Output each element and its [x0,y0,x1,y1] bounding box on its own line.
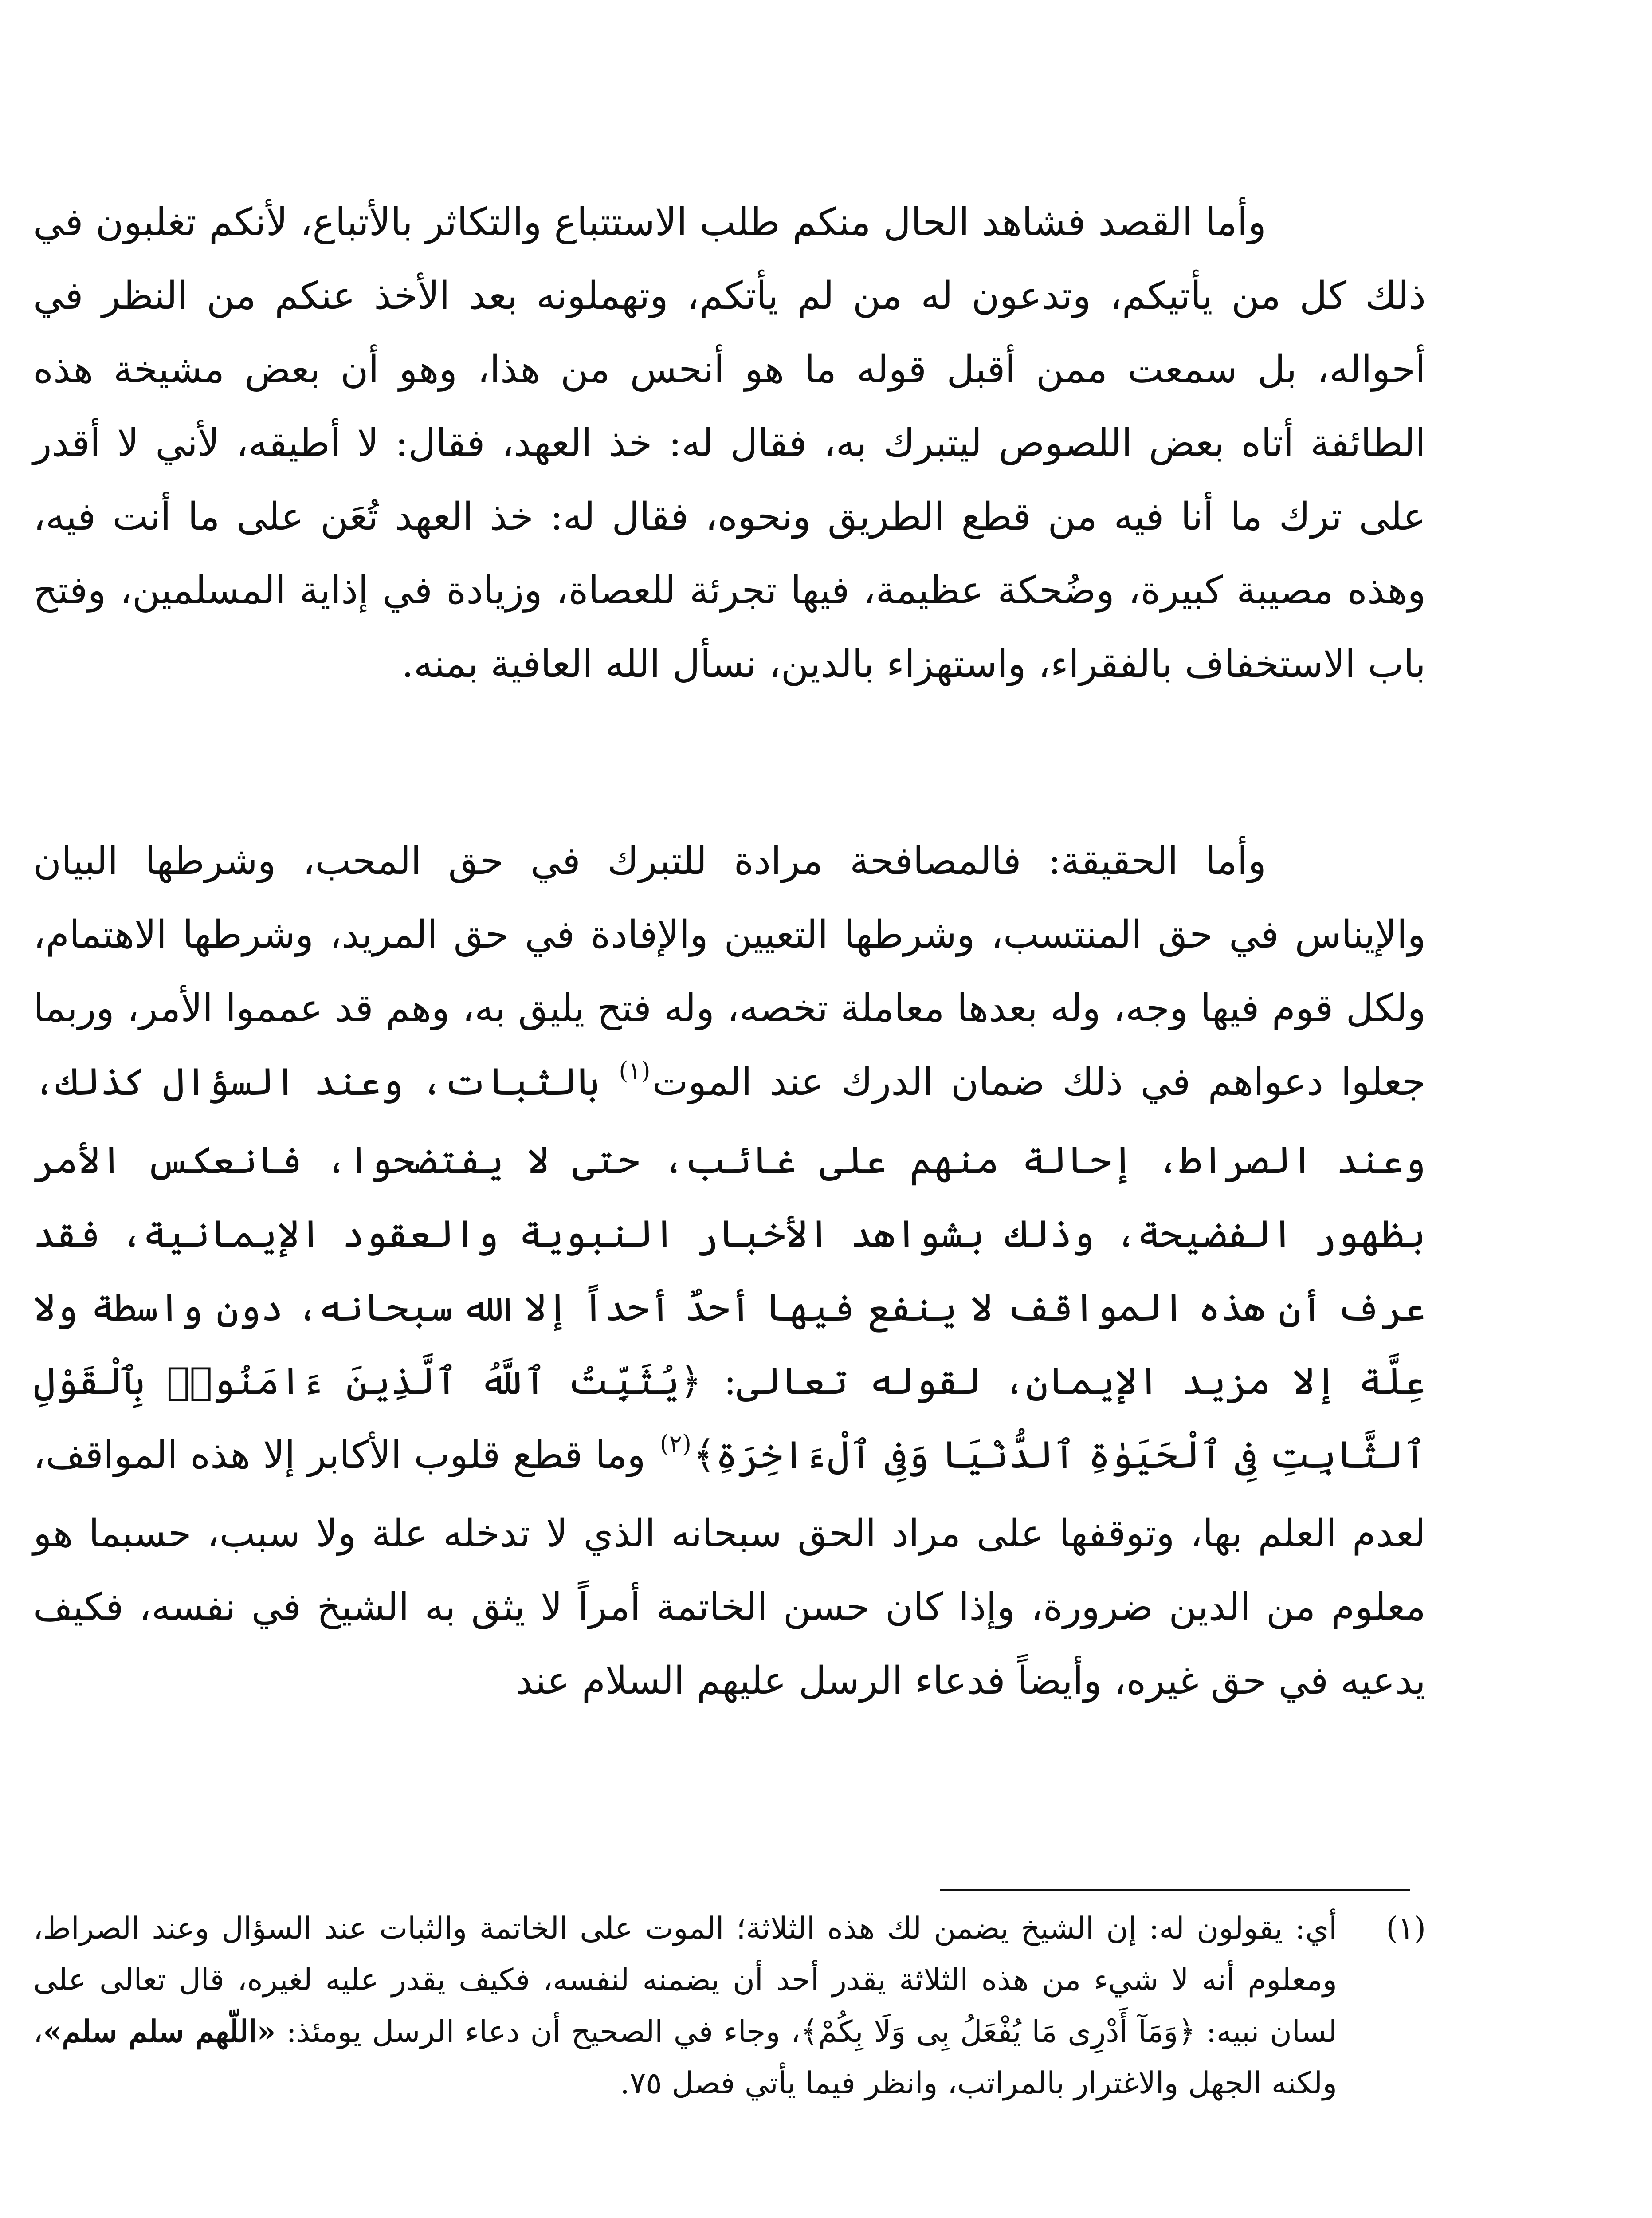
footnote-reference-1[interactable]: (١) [619,1057,651,1085]
footnote-text [33,1903,1426,2109]
footnote-separator [940,1889,1410,1891]
body-paragraph-2 [33,824,1426,1718]
footnote-quran-verse: ﴿وَمَآ أَدْرِى مَا يُفْعَلُ بِى وَلَا بِكُمْ﴾ [800,2014,1196,2049]
paragraph-text [33,824,1426,1718]
footnote-segment: ، وجاء في الصحيح أن دعاء الرسل يومئذ: [286,2014,800,2049]
paragraph-text: وأما القصد فشاهد الحال منكم طلب الاستتباع والتكاثر بالأتباع، لأنكم تغلبون في ذلك كل من يأتيكم، وتدعون له من لم يأتكم، وتهملونه بعد الأخذ عنكم من النظر في أحواله، بل سمعت ممن أقبل قوله ما هو أنحس من هذا، وهو أن بعض مشيخة هذه الطائفة أتاه بعض اللصوص ليتبرك به، فقال له: خذ العهد، فقال: لا أطيقه، لأني لا أقدر على ترك ما أنا فيه من قطع الطريق ونحوه، فقال له: خذ العهد تُعَن على ما أنت فيه، وهذه مصيبة كبيرة، وضُحكة عظيمة، فيها تجرئة للعصاة، وزيادة في إذاية المسلمين، وفتح باب الاستخفاف بالفقراء، واستهزاء بالدين، نسأل الله العافية بمنه. [33,200,1426,686]
footnote-reference-2[interactable]: (٢) [659,1430,691,1458]
body-paragraph-1 [33,185,1426,701]
footnote-quote: «اللّهم سلم سلم» [43,2014,276,2049]
paragraph-segment: وما قطع قلوب الأكابر إلا هذه المواقف، لعدم العلم بها، وتوقفها على مراد الحق سبحانه الذي لا تدخله علة ولا سبب، حسبما هو معلوم من الدين ضرورة، وإذا كان حسن الخاتمة أمراً لا يثق به الشيخ في نفسه، فكيف يدعيه في حق غيره، وأيضاً فدعاء الرسل عليهم السلام عند [33,1433,1426,1703]
paragraph-segment: وأما الحقيقة: فالمصافحة مرادة للتبرك في حق المحب، وشرطها البيان والإيناس في حق المنتسب، وشرطها التعيين والإفادة في حق المريد، وشرطها الاهتمام، ولكل قوم فيها وجه، وله بعدها معاملة تخصه، وله فتح يليق به، وهم قد عمموا الأمر، وربما جعلوا دعواهم في ذلك ضمان الدرك عند الموت [33,839,1426,1104]
footnote-1 [33,1903,1426,2109]
quran-verse: ﴿يُثَبِّتُ ٱللَّهُ ٱلَّذِينَ ءَامَنُوا۟ بِٱلْقَوْلِ ٱلثَّابِتِ فِى ٱلْحَيَوٰةِ ٱلدُّنْيَا وَفِى ٱلْءَاخِرَةِ﴾ [33,1359,1426,1477]
footnote-segment: أي: يقولون له: إن الشيخ يضمن لك هذه الثلاثة؛ الموت على الخاتمة والثبات عند السؤال وعند الصراط، ومعلوم أنه لا شيء من هذه الثلاثة يقدر أحد أن يضمنه لنفسه، فكيف يقدر عليه لغيره، قال تعالى على لسان نبيه: [33,1911,1338,2049]
paragraph-segment: بالثبات، وعند السؤال كذلك، وعند الصراط، إحالة منهم على غائب، حتى لا يفتضحوا، فانعكس الأمر بظهور الفضيحة، وذلك بشواهد الأخبار النبوية والعقود الإيمانية، فقد عرف أن هذه المواقف لا ينفع فيها أحدٌ أحداً إلا الله سبحانه، دون واسطة ولا عِلَّة إلا مزيد الإيمان، لقوله تعالى: [33,1060,1426,1404]
footnote-segment: ، ولكنه الجهل والاغترار بالمراتب، وانظر فيما يأتي فصل ٧٥. [33,2014,1337,2101]
footnote-number: (١) [1386,1911,1426,1946]
